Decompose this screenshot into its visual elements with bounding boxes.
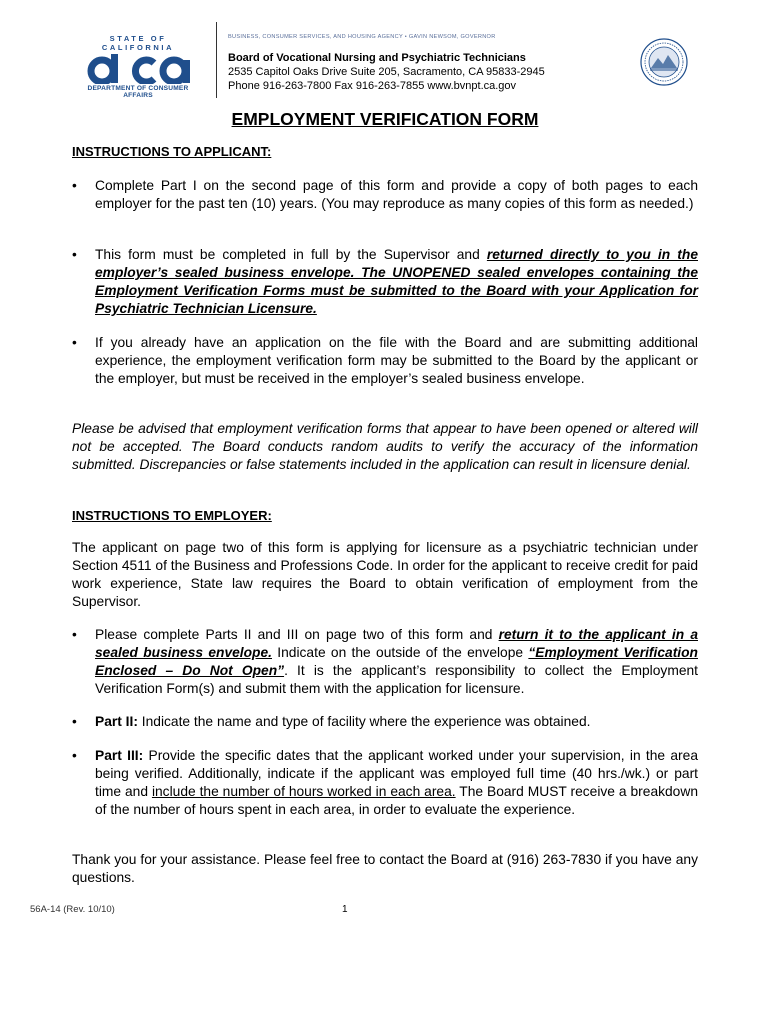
applicant-bullet-3-text: If you already have an application on the file with the Board and are submitting additional experience, the employment verification form may be submitted to the Board by the applicant or the employer, but must be received in the employer’s sealed business envelope. [95, 335, 698, 386]
closing-text: Thank you for your assistance. Please feel free to contact the Board at (916) 263-7830 if you have any questions. [72, 852, 698, 885]
form-id: 56A-14 (Rev. 10/10) [30, 904, 115, 915]
logo-state-text: STATE OF CALIFORNIA [101, 34, 175, 52]
dca-logo-mark [84, 54, 192, 84]
board-contact: Phone 916-263-7800 Fax 916-263-7855 www.bvnpt.ca.gov [228, 80, 517, 92]
form-title: EMPLOYMENT VERIFICATION FORM [231, 109, 539, 129]
applicant-bullet-2-text [95, 246, 698, 318]
employer-bullet-3-underlined: include the number of hours worked in each area. [151, 784, 456, 799]
bullet-icon: • [72, 178, 77, 193]
employer-bullet-1-emphasis-1: return it to the applicant in a sealed business envelope. [95, 627, 698, 660]
applicant-bullet-2 [72, 246, 698, 318]
employer-bullet-2-body: Indicate the name and type of facility where the experience was obtained. [137, 714, 591, 729]
agency-line: BUSINESS, CONSUMER SERVICES, AND HOUSING AGENCY • GAVIN NEWSOM, GOVERNOR [228, 34, 496, 40]
board-address: 2535 Capitol Oaks Drive Suite 205, Sacramento, CA 95833-2945 [228, 66, 545, 78]
board-name: Board of Vocational Nursing and Psychiatric Technicians [228, 52, 526, 64]
employer-bullet-3-pre: Provide the specific dates that the applicant worked under your supervision, in the area being verified. Additionally, indicate if the applicant was employed full time (40 hrs./wk.) or part time and [95, 748, 698, 799]
employer-bullet-1-emphasis-2: “Employment Verification Enclosed – Do Not Open” [95, 645, 698, 678]
employer-bullet-3-post: The Board MUST receive a breakdown of the number of hours spent in each area, in order to evaluate the experience. [95, 784, 698, 817]
bullet-icon: • [72, 627, 77, 642]
dca-logo [72, 34, 204, 99]
applicant-bullet-1 [72, 177, 698, 213]
logo-dept-text: DEPARTMENT OF CONSUMER AFFAIRS [87, 85, 189, 99]
applicant-heading: INSTRUCTIONS TO APPLICANT: [72, 144, 272, 159]
employer-bullet-1-text [95, 626, 698, 698]
employer-bullet-3 [72, 747, 698, 819]
bullet-icon: • [72, 714, 77, 729]
employer-bullet-2 [72, 713, 698, 731]
bullet-icon: • [72, 335, 77, 350]
employer-bullet-3-label: Part III: [95, 748, 144, 763]
page-number: 1 [342, 904, 348, 915]
employer-bullet-1-post: . It is the applicant’s responsibility to collect the Employment Verification Form(s) and submit them with the application for licensure. [95, 663, 698, 696]
state-seal-icon [640, 38, 688, 86]
advisory-text: Please be advised that employment verification forms that appear to have been opened or altered will not be accepted. The Board conducts random audits to verify the accuracy of the information submitted. Discrepancies or false statements included in the application can result in licensure denial. [72, 421, 698, 472]
employer-heading: INSTRUCTIONS TO EMPLOYER: [72, 508, 272, 523]
bullet-icon: • [72, 247, 77, 262]
applicant-bullet-3 [72, 334, 698, 388]
employer-bullet-2-label: Part II: [95, 714, 138, 729]
employer-bullet-1-pre: Please complete Parts II and III on page two of this form and [95, 627, 499, 642]
employer-bullet-3-text [95, 747, 698, 819]
employer-intro: The applicant on page two of this form is applying for licensure as a psychiatric technician under Section 4511 of the Business and Professions Code. In order for the applicant to receive credit for paid work experience, State law requires the Board to obtain verification of employment from the Supervisor. [72, 540, 698, 609]
applicant-bullet-2-emphasis: returned directly to you in the employer’s sealed business envelope. The UNOPENED sealed envelopes containing the Employment Verification Forms must be submitted to the Board with your Application for Psychiatric Technician Licensure. [95, 247, 698, 316]
employer-bullet-1 [72, 626, 698, 698]
header-divider [216, 22, 217, 98]
bullet-icon: • [72, 748, 77, 763]
applicant-bullet-1-text: Complete Part I on the second page of this form and provide a copy of both pages to each employer for the past ten (10) years. (You may reproduce as many copies of this form as needed.) [95, 178, 698, 211]
employer-bullet-1-mid: Indicate on the outside of the envelope [272, 645, 529, 660]
applicant-bullet-2-pre: This form must be completed in full by the Supervisor and [95, 247, 487, 262]
employer-bullet-2-text [95, 713, 698, 731]
